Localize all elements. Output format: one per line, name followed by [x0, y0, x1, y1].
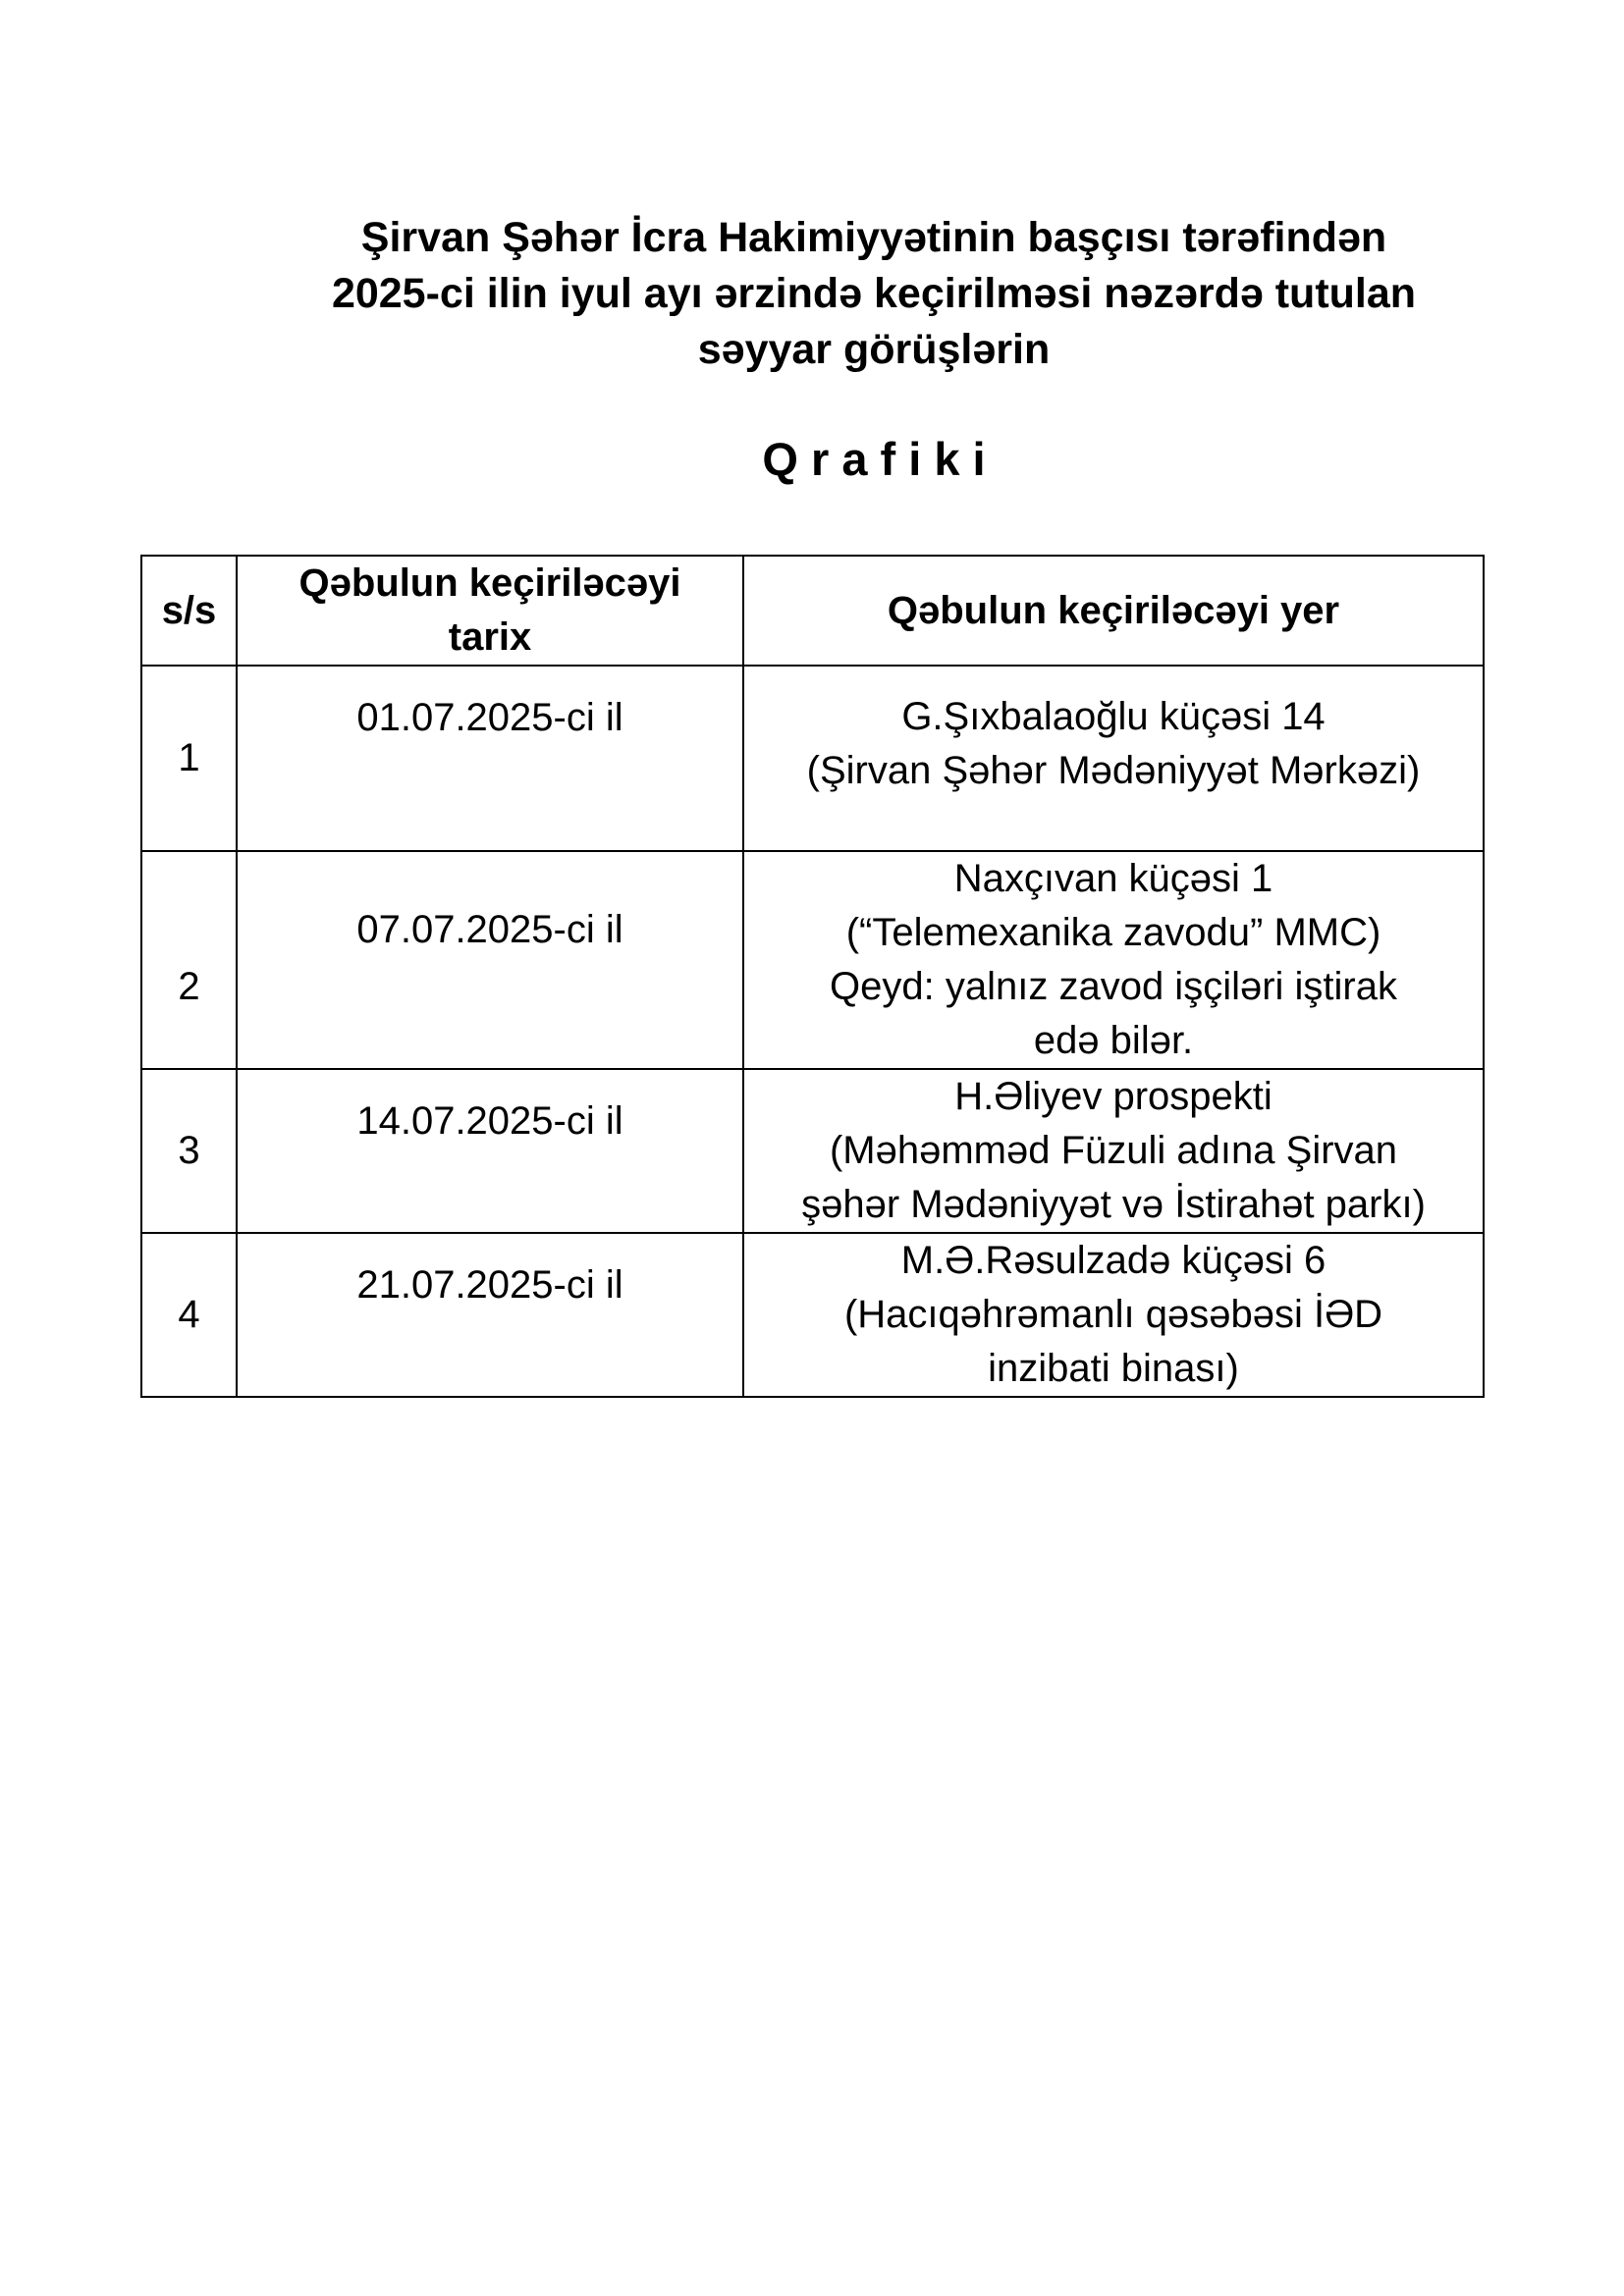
row-place-cell	[743, 666, 1484, 851]
place-line: (Şirvan Şəhər Mədəniyyət Mərkəzi)	[806, 749, 1421, 792]
header-date-line-1: Qəbulun keçiriləcəyi	[298, 561, 681, 605]
title-line-3: səyyar görüşlərin	[697, 326, 1051, 373]
place-line: (Məhəmməd Füzuli adına Şirvan	[829, 1129, 1398, 1172]
row-number-cell	[141, 1069, 237, 1233]
row-place-cell	[743, 1233, 1484, 1397]
row-place-cell	[743, 1069, 1484, 1233]
place-line: H.Əliyev prospekti	[954, 1075, 1272, 1118]
document-subtitle: Q r a f i k i	[762, 433, 986, 485]
table-row	[141, 851, 1484, 1069]
row-date-cell	[237, 851, 743, 1069]
place-line: inzibati binası)	[988, 1347, 1239, 1390]
row-place-cell	[743, 851, 1484, 1069]
row-number: 4	[178, 1293, 200, 1336]
row-date: 21.07.2025-ci il	[356, 1263, 623, 1307]
place-line: şəhər Mədəniyyət və İstirahət parkı)	[801, 1183, 1426, 1226]
row-date: 01.07.2025-ci il	[356, 696, 623, 739]
title-line-2: 2025-ci ilin iyul ayı ərzində keçirilməsi nəzərdə tutulan	[331, 270, 1417, 317]
row-date-cell	[237, 1069, 743, 1233]
row-number-cell	[141, 1233, 237, 1397]
title-line-1: Şirvan Şəhər İcra Hakimiyyətinin başçısı tərəfindən	[360, 214, 1387, 261]
row-number-cell	[141, 851, 237, 1069]
row-date-cell	[237, 666, 743, 851]
place-line: M.Ə.Rəsulzadə küçəsi 6	[900, 1239, 1326, 1282]
place-line: (Hacıqəhrəmanlı qəsəbəsi İƏD	[843, 1293, 1383, 1336]
place-line: Qeyd: yalnız zavod işçiləri iştirak	[830, 965, 1397, 1008]
place-line: edə bilər.	[1033, 1019, 1194, 1062]
row-date-cell	[237, 1233, 743, 1397]
table-row	[141, 1233, 1484, 1397]
header-number: s/s	[141, 556, 237, 666]
table-row	[141, 666, 1484, 851]
row-date: 07.07.2025-ci il	[356, 908, 623, 951]
row-number: 2	[178, 965, 200, 1008]
row-number: 3	[178, 1129, 200, 1172]
schedule-table	[140, 555, 1485, 1398]
place-line: G.Şıxbalaoğlu küçəsi 14	[901, 695, 1326, 738]
header-date-line-2: tarix	[448, 615, 532, 659]
document-title	[236, 210, 1512, 378]
table-header-row	[141, 556, 1484, 666]
place-line: (“Telemexanika zavodu” MMC)	[845, 911, 1381, 954]
header-place: Qəbulun keçiriləcəyi yer	[743, 556, 1484, 666]
place-line: Naxçıvan küçəsi 1	[953, 857, 1273, 900]
table-row	[141, 1069, 1484, 1233]
header-date	[237, 556, 743, 666]
row-number-cell	[141, 666, 237, 851]
row-number: 1	[178, 736, 200, 779]
row-date: 14.07.2025-ci il	[356, 1099, 623, 1143]
